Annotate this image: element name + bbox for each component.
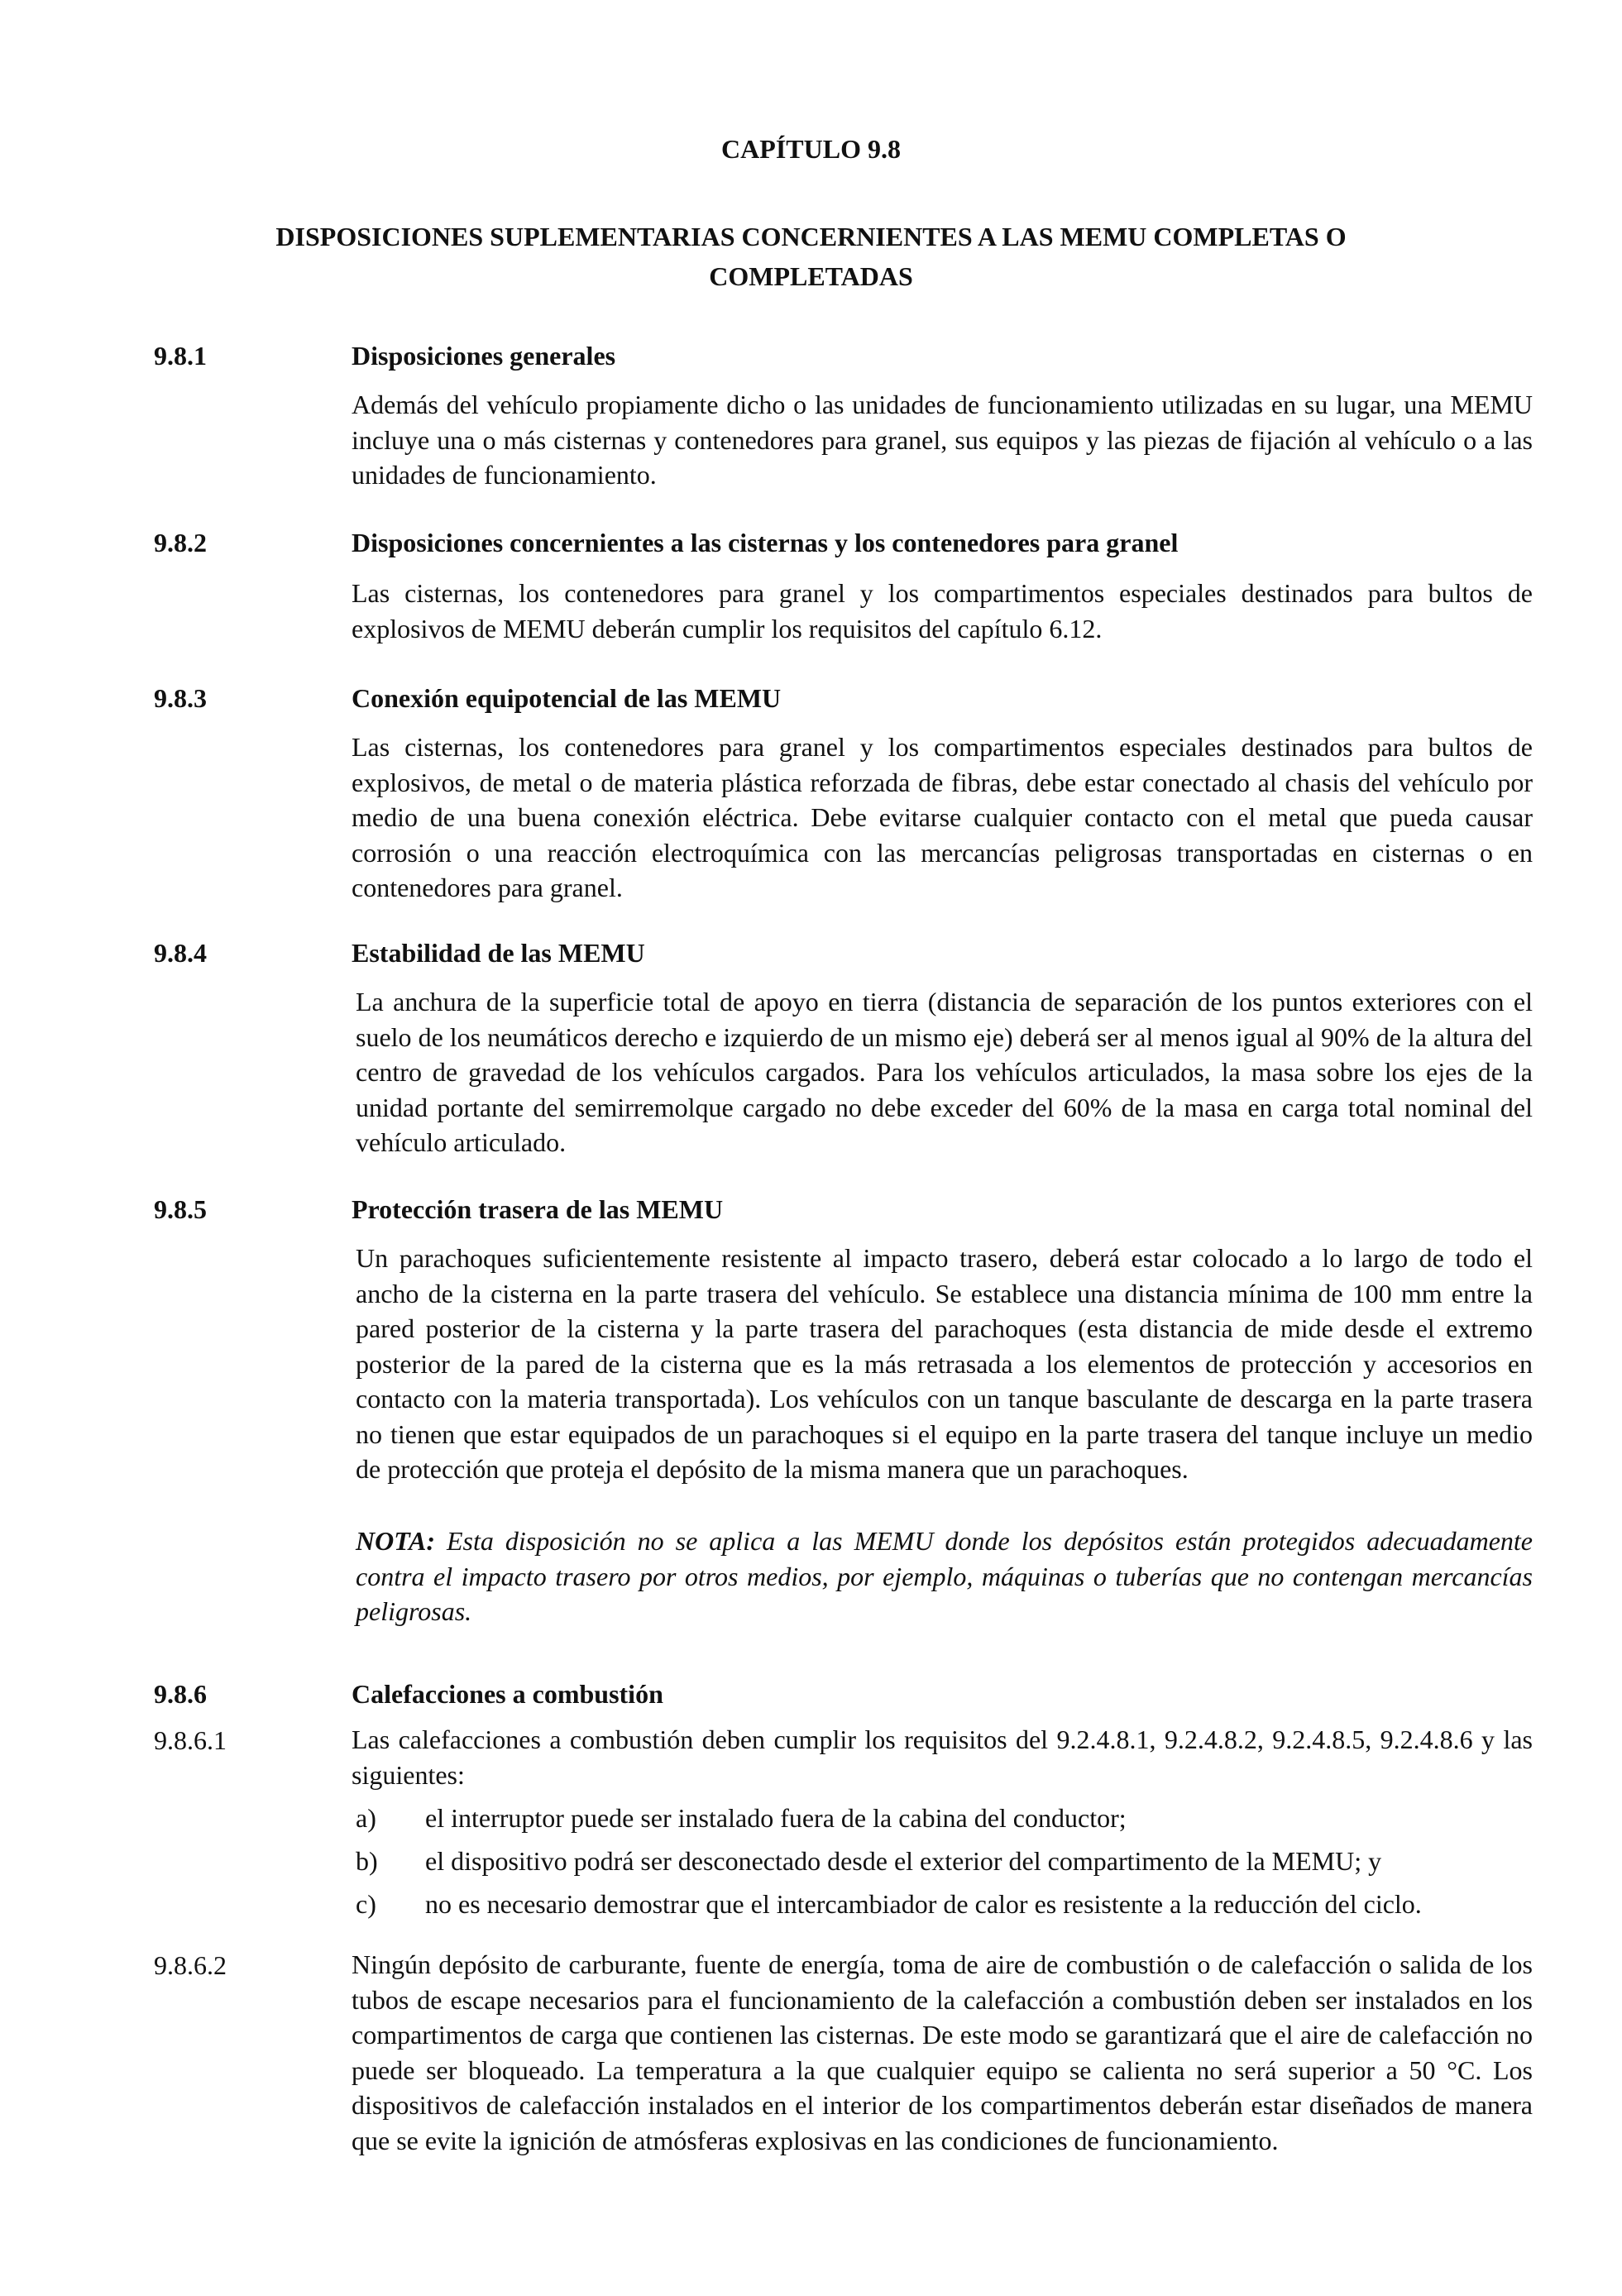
list-item-text: no es necesario demostrar que el intercambiador de calor es resistente a la reducción del ciclo. xyxy=(425,1889,1422,1919)
section-number-9-8-2: 9.8.2 xyxy=(154,528,207,557)
section-text-9-8-4: La anchura de la superficie total de apoyo en tierra (distancia de separación de los puntos exteriores con el suelo de los neumáticos derecho e izquierdo de un mismo eje) deberá ser al menos igual al 90% de la altura del centro de gravedad de los vehículos cargados. Para los vehículos articulados, la masa sobre los ejes de la unidad portante del semirremolque cargado no debe exceder del 60% de la masa en carga total nominal del vehículo articulado. xyxy=(356,987,1533,1157)
note-text: Esta disposición no se aplica a las MEMU donde los depósitos están protegidos adecuadamente contra el impacto trasero por otros medios, por ejemplo, máquinas o tuberías que no contengan mercancías peligrosas. xyxy=(356,1526,1533,1626)
section-text-9-8-3: Las cisternas, los contenedores para granel y los compartimentos especiales destinados para bultos de explosivos, de metal o de materia plástica reforzada de fibras, debe estar conectado al chasis del vehículo por medio de una buena conexión eléctrica. Debe evitarse cualquier contacto con el metal que pueda causar corrosión o una reacción electroquímica con las mercancías peligrosas transportadas en cisternas o en contenedores para granel. xyxy=(352,732,1533,902)
subsection-number-9-8-6-2: 9.8.6.2 xyxy=(154,1950,227,1980)
list-item-text: el interruptor puede ser instalado fuera de la cabina del conductor; xyxy=(425,1803,1127,1833)
section-number-9-8-3: 9.8.3 xyxy=(154,683,207,713)
list-marker: c) xyxy=(356,1889,376,1919)
section-heading-9-8-2: Disposiciones concernientes a las cisternas y los contenedores para granel xyxy=(352,528,1179,557)
section-heading-9-8-5: Protección trasera de las MEMU xyxy=(352,1194,724,1224)
note-label: NOTA: xyxy=(356,1526,435,1556)
section-number-9-8-6: 9.8.6 xyxy=(154,1679,207,1709)
chapter-title: CAPÍTULO 9.8 xyxy=(721,134,901,164)
section-number-9-8-5: 9.8.5 xyxy=(154,1194,207,1224)
list-marker: a) xyxy=(356,1803,376,1833)
section-number-9-8-4: 9.8.4 xyxy=(154,938,207,968)
note-9-8-5 xyxy=(356,1523,1533,1629)
section-text-9-8-1: Además del vehículo propiamente dicho o las unidades de funcionamiento utilizadas en su lugar, una MEMU incluye una o más cisternas y contenedores para granel, sus equipos y las piezas de fijación al vehículo o a las unidades de funcionamiento. xyxy=(352,390,1533,490)
section-text-9-8-5: Un parachoques suficientemente resistente al impacto trasero, deberá estar colocado a lo largo de todo el ancho de la cisterna en la parte trasera del vehículo. Se establece una distancia mínima de 100 mm entre la pared posterior de la cisterna y la parte trasera del parachoques (esta distancia de mide desde el extremo posterior de la pared de la cisterna que es la más retrasada a los elementos de protección y accesorios en contacto con la materia transportada). Los vehículos con un tanque basculante de descarga en la parte trasera no tienen que estar equipados de un parachoques si el equipo en la parte trasera del tanque incluye un medio de protección que proteja el depósito de la misma manera que un parachoques. xyxy=(356,1243,1533,1484)
list-item-text: el dispositivo podrá ser desconectado desde el exterior del compartimento de la MEMU; y xyxy=(425,1846,1382,1876)
subsection-text-9-8-6-1: Las calefacciones a combustión deben cumplir los requisitos del 9.2.4.8.1, 9.2.4.8.2, 9.2.4.8.5, 9.2.4.8.6 y las siguientes: xyxy=(352,1724,1533,1790)
subsection-number-9-8-6-1: 9.8.6.1 xyxy=(154,1725,227,1755)
section-heading-9-8-6: Calefacciones a combustión xyxy=(352,1679,663,1709)
section-text-9-8-2: Las cisternas, los contenedores para granel y los compartimentos especiales destinados para bultos de explosivos de MEMU deberán cumplir los requisitos del capítulo 6.12. xyxy=(352,578,1533,643)
chapter-subtitle: DISPOSICIONES SUPLEMENTARIAS CONCERNIENTES A LAS MEMU COMPLETAS O COMPLETADAS xyxy=(275,222,1347,291)
subsection-text-9-8-6-2: Ningún depósito de carburante, fuente de energía, toma de aire de combustión o de calefacción o salida de los tubos de escape necesarios para el funcionamiento de la calefacción a combustión deben ser instalados en los compartimentos de carga que contienen las cisternas. De este modo se garantizará que el aire de calefacción no puede ser bloqueado. La temperatura a la que cualquier equipo se calienta no será superior a 50 °C. Los dispositivos de calefacción instalados en el interior de los compartimentos deberán estar diseñados de manera que se evite la ignición de atmósferas explosivas en las condiciones de funcionamiento. xyxy=(352,1949,1533,2155)
list-marker: b) xyxy=(356,1846,378,1876)
section-heading-9-8-4: Estabilidad de las MEMU xyxy=(352,938,645,968)
section-heading-9-8-1: Disposiciones generales xyxy=(352,341,616,371)
section-heading-9-8-3: Conexión equipotencial de las MEMU xyxy=(352,683,782,713)
section-number-9-8-1: 9.8.1 xyxy=(154,341,207,371)
